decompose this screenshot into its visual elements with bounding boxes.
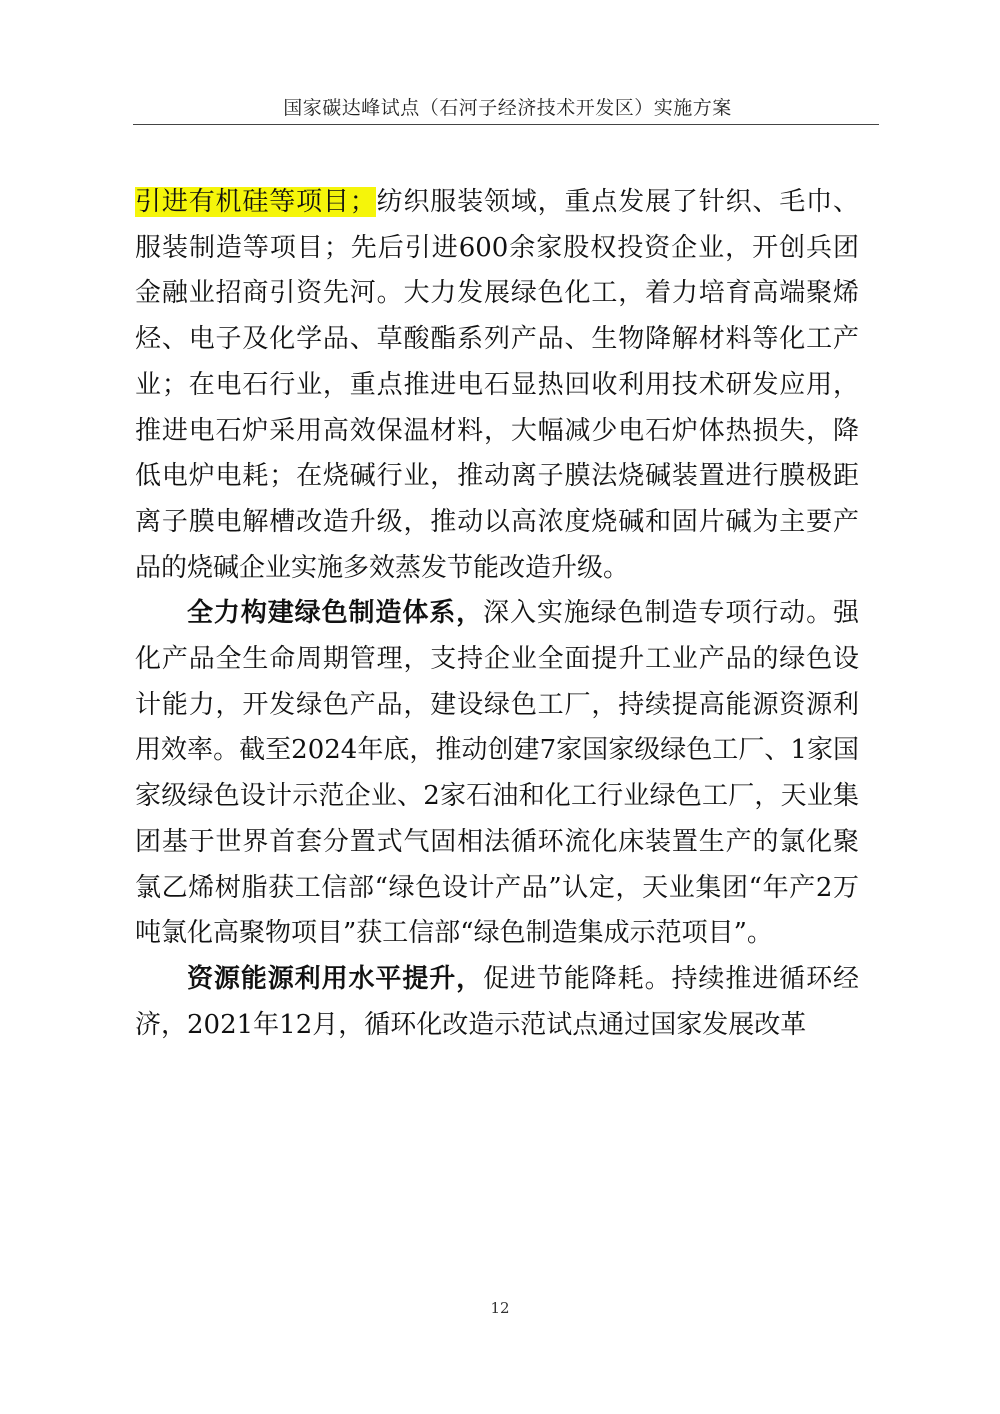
paragraph-2-text: 深入实施绿色制造专项行动。强化产品全生命周期管理，支持企业全面提升工业产品的绿色设计能力，开发绿色产品，建设绿色工厂，持续提高能源资源利用效率。截至2024年底，推动创建7家国家级绿色工厂、1家国家级绿色设计示范企业、2家石油和化工行业绿色工厂，天业集团基于世界首套分置式气固相法循环流化床装置生产的氯化聚氯乙烯树脂获工信部“绿色设计产品”认定，天业集团“年产2万吨氯化高聚物项目”获工信部“绿色制造集成示范项目”。: [135, 598, 859, 949]
paragraph-3-text: 促进节能降耗。持续推进循环经济，2021年12月，循环化改造示范试点通过国家发展改革: [135, 963, 859, 1040]
paragraph-2-lead: 全力构建绿色制造体系，: [187, 598, 484, 629]
header-divider: [133, 124, 879, 125]
paragraph-2: [135, 591, 859, 957]
highlighted-text: 引进有机硅等项目；: [135, 187, 376, 217]
document-body: [135, 180, 859, 1048]
paragraph-3: [135, 957, 859, 1048]
paragraph-3-lead: 资源能源利用水平提升，: [187, 963, 484, 994]
paragraph-1-text: 纺织服装领域，重点发展了针织、毛巾、服装制造等项目；先后引进600余家股权投资企业，开创兵团金融业招商引资先河。大力发展绿色化工，着力培育高端聚烯烃、电子及化学品、草酸酯系列产品、生物降解材料等化工产业；在电石行业，重点推进电石显热回收利用技术研发应用，推进电石炉采用高效保温材料，大幅减少电石炉体热损失，降低电炉电耗；在烧碱行业，推动离子膜法烧碱装置进行膜极距离子膜电解槽改造升级，推动以高浓度烧碱和固片碱为主要产品的烧碱企业实施多效蒸发节能改造升级。: [135, 187, 859, 583]
paragraph-1: [135, 180, 859, 591]
page-number: 12: [490, 1299, 510, 1317]
page-header-title: 国家碳达峰试点（石河子经济技术开发区）实施方案: [283, 97, 732, 119]
